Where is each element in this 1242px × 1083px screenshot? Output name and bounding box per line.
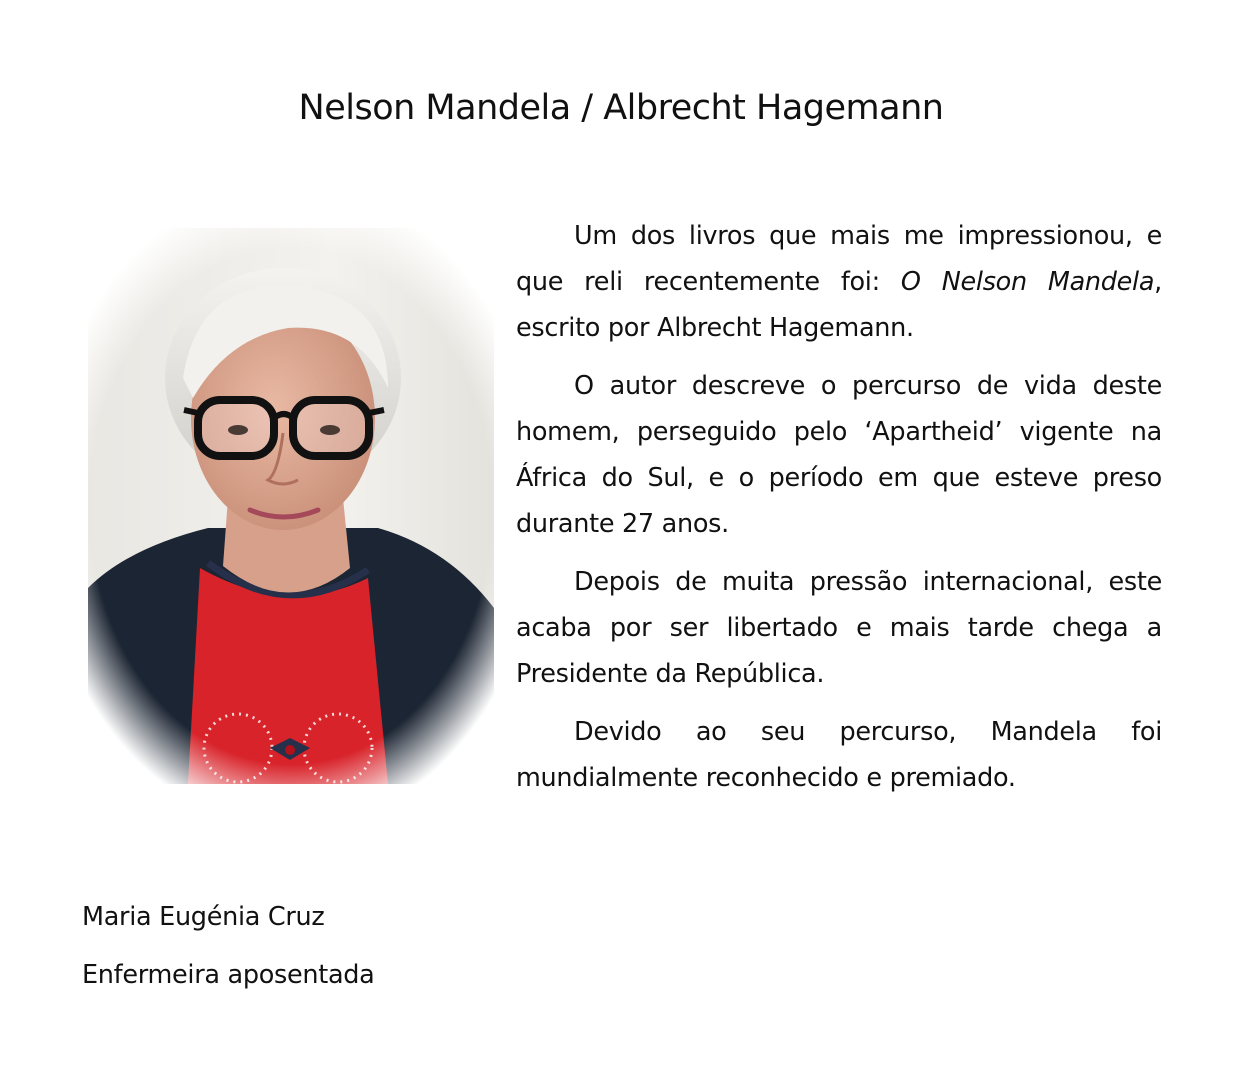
paragraph-recognition: Devido ao seu percurso, Mandela foi mundialmente reconhecido e premiado. (516, 717, 1162, 793)
paragraph-author-description: O autor descreve o percurso de vida deste homem, perseguido pelo ‘Apartheid’ vigente na África do Sul, e o período em que esteve preso durante 27 anos. (516, 371, 1162, 539)
article-body (516, 213, 1162, 813)
paragraph-intro (516, 213, 1162, 351)
page-title: Nelson Mandela / Albrecht Hagemann (298, 88, 944, 128)
paragraph-intro-text-end: , escrito por Albrecht Hagemann. (516, 267, 1162, 343)
author-photo (88, 228, 494, 784)
paragraph-release: Depois de muita pressão internacional, este acaba por ser libertado e mais tarde chega a Presidente da República. (516, 567, 1162, 689)
author-role: Enfermeira aposentada (82, 960, 375, 990)
author-name: Maria Eugénia Cruz (82, 902, 325, 932)
book-title: O Nelson Mandela (900, 267, 1155, 297)
paragraph-intro-text-start: Um dos livros que mais me impressionou, e que reli recentemente foi: (516, 221, 1162, 297)
signature (82, 888, 375, 1004)
